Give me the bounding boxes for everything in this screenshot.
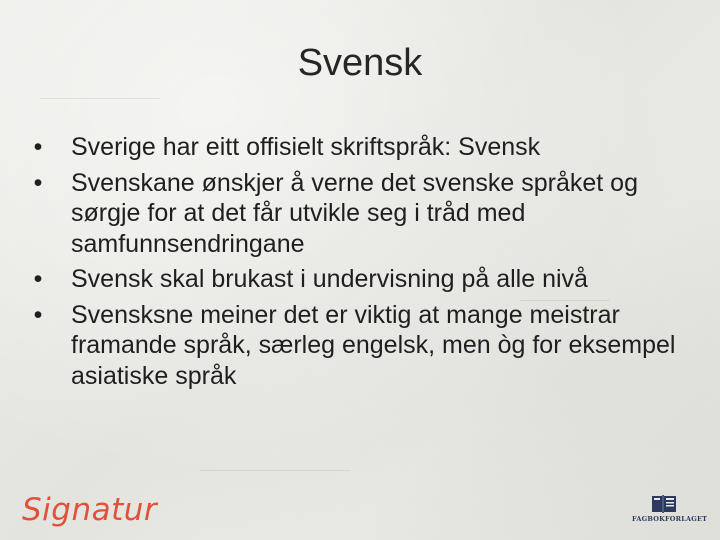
- bullet-item: [28, 300, 698, 392]
- bullet-item: [28, 168, 698, 260]
- bullet-icon: •: [33, 300, 43, 329]
- book-logo-icon: [651, 494, 677, 514]
- publisher-logo: [632, 494, 708, 523]
- background-texture: [40, 98, 160, 99]
- slide-title: Svensk: [297, 42, 423, 84]
- bullet-item: [28, 132, 698, 163]
- bullet-text: Svensksne meiner det er viktig at mange meistrar framande språk, særleg engelsk, men òg for eksempel asiatiske språk: [71, 300, 676, 390]
- bullet-text: Svensk skal brukast i undervisning på alle nivå: [71, 265, 588, 293]
- background-texture: [200, 470, 350, 471]
- bullet-icon: •: [33, 265, 43, 293]
- bullet-icon: •: [33, 168, 43, 197]
- bullet-icon: •: [33, 133, 43, 161]
- bullet-text: Svenskane ønskjer å verne det svenske språket og sørgje for at det får utvikle seg i tråd med samfunnsendringane: [71, 168, 638, 258]
- signatur-logo: Signatur: [22, 492, 158, 528]
- bullet-text: Sverige har eitt offisielt skriftspråk: Svensk: [71, 133, 541, 161]
- publisher-name: FAGBOKFORLAGET: [632, 515, 708, 523]
- bullet-list: [28, 132, 698, 396]
- bullet-item: [28, 264, 698, 295]
